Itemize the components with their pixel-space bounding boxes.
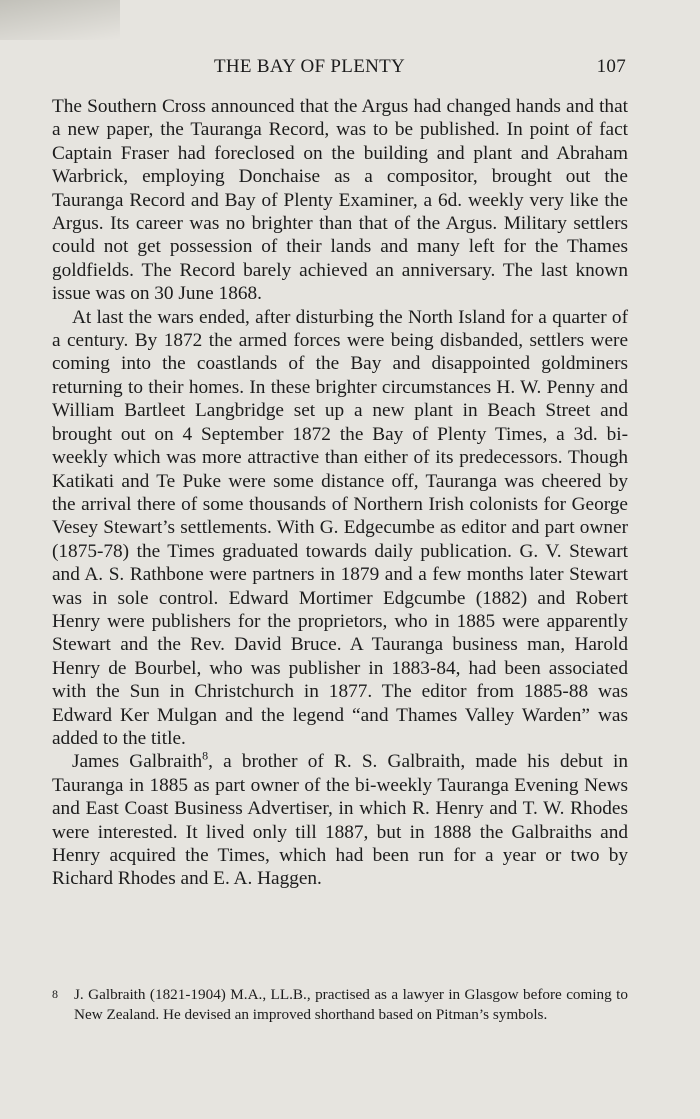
footnote — [52, 985, 628, 1024]
footnote-line — [52, 985, 628, 1024]
running-header — [52, 56, 628, 82]
footnote-text: J. Galbraith (1821-1904) M.A., LL.B., practised as a lawyer in Glasgow before coming to New Zealand. He devised an improved shorthand based on Pitman’s symbols. — [74, 986, 628, 1023]
running-title: THE BAY OF PLENTY — [214, 56, 406, 77]
footnote-mark: 8 — [52, 987, 58, 1001]
paragraph-1: The Southern Cross announced that the Argus had changed hands and that a new paper, the Tauranga Record, was to be published. In point of fact Captain Fraser had foreclosed on the building and plant and Abraham Warbrick, employing Donchaise as a compositor, brought out the Tauranga Record and Bay of Plenty Examiner, a 6d. weekly very like the Argus. Its career was no brighter than that of the Argus. Military settlers could not get possession of their lands and many left for the Thames goldfields. The Record barely achieved an anniversary. The last known issue was on 30 June 1868. — [52, 96, 628, 305]
page-edge-shadow — [0, 0, 120, 40]
paragraph-3-start: James Galbraith — [72, 751, 203, 773]
footnote-reference: 8 — [202, 748, 209, 763]
paragraph-3-rest: , a brother of R. S. Galbraith, made his debut in Tauranga in 1885 as part owner of the bi-weekly Tauranga Evening News and East Coast Business Advertiser, in which R. Henry and T. W. Rhodes were interested. It lived only till 1887, but in 1888 the Galbraiths and Henry acquired the Times, which had been run for a year or two by Richard Rhodes and E. A. Haggen. — [52, 751, 628, 890]
page-number: 107 — [596, 56, 626, 77]
paragraph-3 — [52, 750, 628, 890]
paragraph-2: At last the wars ended, after disturbing the North Island for a quarter of a century. By 1872 the armed forces were being disbanded, settlers were coming into the coastlands of the Bay and disappointed goldminers returning to their homes. In these brighter circumstances H. W. Penny and William Bartleet Langbridge set up a new plant in Beach Street and brought out on 4 September 1872 the Bay of Plenty Times, a 3d. bi-weekly which was more attractive than either of its predecessors. Though Katikati and Te Puke were some distance off, Tauranga was cheered by the arrival there of some thousands of Northern Irish colonists for George Vesey Stewart’s settlements. With G. Edgecumbe as editor and part owner (1875-78) the Times graduated towards daily publication. G. V. Stewart and A. S. Rathbone were partners in 1879 and a few months later Stewart was in sole control. Edward Mortimer Edgcumbe (1882) and Robert Henry were publishers for the proprietors, who in 1885 were apparently Stewart and the Rev. David Bruce. A Tauranga business man, Harold Henry de Bourbel, who was publisher in 1883-84, had been associated with the Sun in Christchurch in 1877. The editor from 1885-88 was Edward Ker Mulgan and the legend “and Thames Valley Warden” was added to the title. — [52, 306, 628, 749]
body-text — [52, 95, 628, 891]
